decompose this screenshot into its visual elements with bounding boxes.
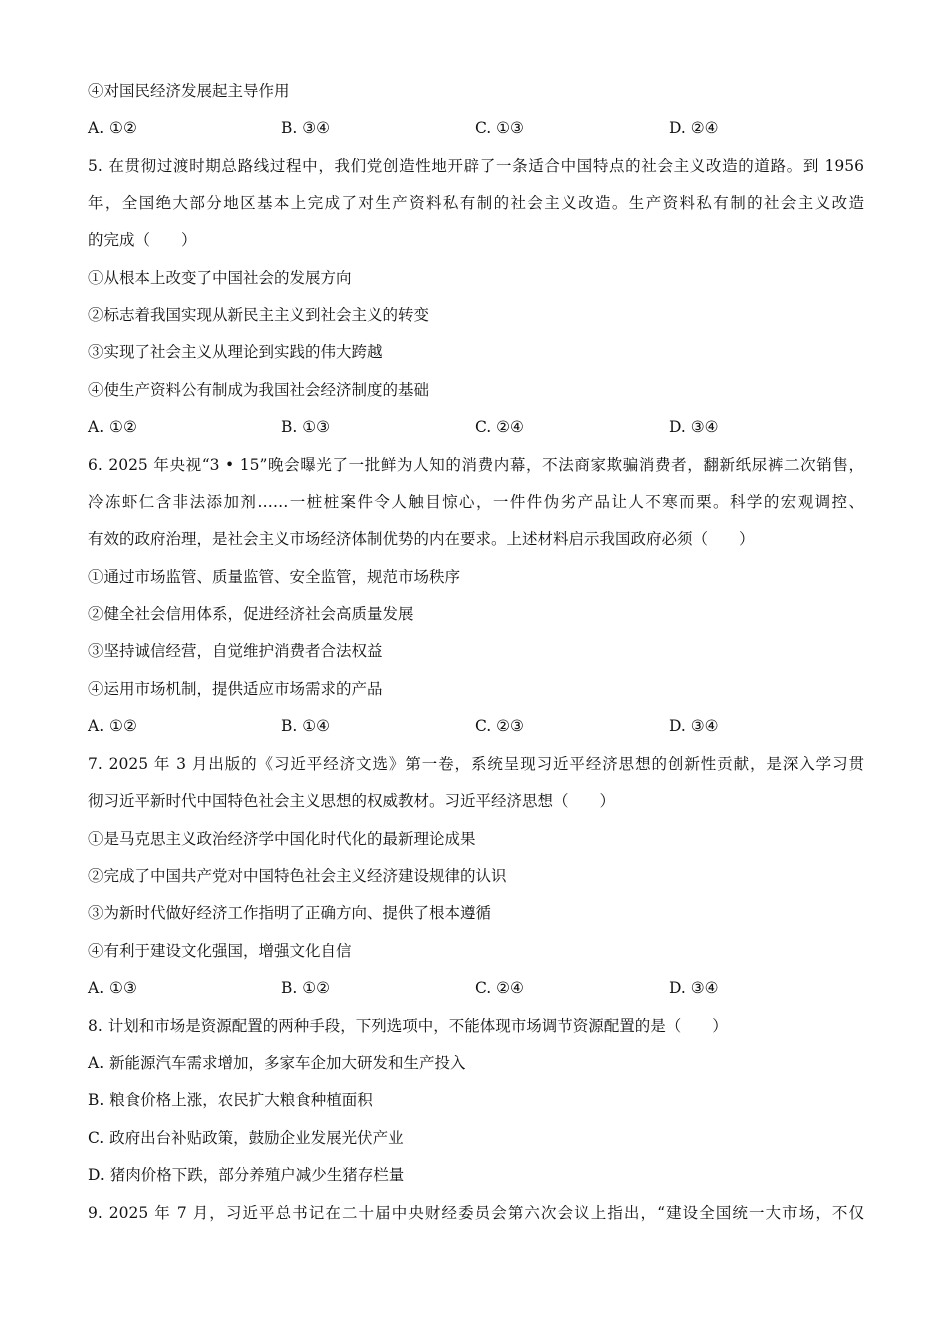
q8-choice-b: B. 粮食价格上涨，农民扩大粮食种植面积 — [88, 1091, 373, 1109]
q5-option-b: B. ①③ — [281, 418, 331, 436]
q5-stem-line-1: 5. 在贯彻过渡时期总路线过程中，我们党创造性地开辟了一条适合中国特点的社会主义改造的道路。到 1956 — [88, 157, 864, 175]
q4-option-d: D. ②④ — [669, 119, 719, 137]
q5-option-a: A. ①② — [88, 418, 137, 436]
q5-option-d: D. ③④ — [669, 418, 719, 436]
q7-stem-line-1: 7. 2025 年 3 月出版的《习近平经济文选》第一卷，系统呈现习近平经济思想的创新性贡献，是深入学习贯 — [88, 755, 864, 773]
q7-option-c: C. ②④ — [475, 979, 524, 997]
q8-choice-d: D. 猪肉价格下跌，部分养殖户减少生猪存栏量 — [88, 1166, 405, 1184]
q5-item-1: ①从根本上改变了中国社会的发展方向 — [88, 269, 352, 287]
q6-option-d: D. ③④ — [669, 717, 719, 735]
q7-option-d: D. ③④ — [669, 979, 719, 997]
q5-options — [88, 416, 868, 438]
q5-item-4: ④使生产资料公有制成为我国社会经济制度的基础 — [88, 381, 430, 399]
q4-item-4: ④对国民经济发展起主导作用 — [88, 82, 290, 100]
q4-option-c: C. ①③ — [475, 119, 524, 137]
q6-item-2: ②健全社会信用体系，促进经济社会高质量发展 — [88, 605, 414, 623]
q7-option-a: A. ①③ — [88, 979, 137, 997]
q6-item-4: ④运用市场机制，提供适应市场需求的产品 — [88, 680, 383, 698]
q6-stem-line-2: 冷冻虾仁含非法添加剂……一桩桩案件令人触目惊心，一件件伪劣产品让人不寒而栗。科学的宏观调控、 — [88, 493, 864, 511]
q6-stem-line-3: 有效的政府治理，是社会主义市场经济体制优势的内在要求。上述材料启示我国政府必须（ ） — [88, 530, 755, 548]
q6-option-c: C. ②③ — [475, 717, 524, 735]
q6-item-1: ①通过市场监管、质量监管、安全监管，规范市场秩序 — [88, 568, 461, 586]
q9-stem-line-1: 9. 2025 年 7 月，习近平总书记在二十届中央财经委员会第六次会议上指出，“建设全国统一大市场，不仅 — [88, 1204, 864, 1222]
q8-choice-a: A. 新能源汽车需求增加，多家车企加大研发和生产投入 — [88, 1054, 466, 1072]
q7-item-4: ④有利于建设文化强国，增强文化自信 — [88, 942, 352, 960]
q5-item-3: ③实现了社会主义从理论到实践的伟大跨越 — [88, 343, 383, 361]
q5-stem-line-2: 年，全国绝大部分地区基本上完成了对生产资料私有制的社会主义改造。生产资料私有制的社会主义改造 — [88, 194, 864, 212]
q4-option-b: B. ③④ — [281, 119, 331, 137]
q6-option-a: A. ①② — [88, 717, 137, 735]
q7-item-3: ③为新时代做好经济工作指明了正确方向、提供了根本遵循 — [88, 904, 492, 922]
q8-choice-c: C. 政府出台补贴政策，鼓励企业发展光伏产业 — [88, 1129, 404, 1147]
q7-item-2: ②完成了中国共产党对中国特色社会主义经济建设规律的认识 — [88, 867, 507, 885]
q5-stem-line-3: 的完成（ ） — [88, 231, 197, 249]
q7-item-1: ①是马克思主义政治经济学中国化时代化的最新理论成果 — [88, 830, 476, 848]
q6-stem-line-1: 6. 2025 年央视“3 • 15”晚会曝光了一批鲜为人知的消费内幕，不法商家欺骗消费者，翻新纸尿裤二次销售， — [88, 456, 864, 474]
q6-item-3: ③坚持诚信经营，自觉维护消费者合法权益 — [88, 642, 383, 660]
q7-options — [88, 977, 868, 999]
q4-option-a: A. ①② — [88, 119, 137, 137]
q6-options — [88, 715, 868, 737]
q6-option-b: B. ①④ — [281, 717, 331, 735]
q4-options — [88, 117, 868, 139]
q8-stem: 8. 计划和市场是资源配置的两种手段，下列选项中，不能体现市场调节资源配置的是（ ） — [88, 1017, 728, 1035]
q7-option-b: B. ①② — [281, 979, 331, 997]
q7-stem-line-2: 彻习近平新时代中国特色社会主义思想的权威教材。习近平经济思想（ ） — [88, 792, 616, 810]
q5-option-c: C. ②④ — [475, 418, 524, 436]
q5-item-2: ②标志着我国实现从新民主主义到社会主义的转变 — [88, 306, 430, 324]
